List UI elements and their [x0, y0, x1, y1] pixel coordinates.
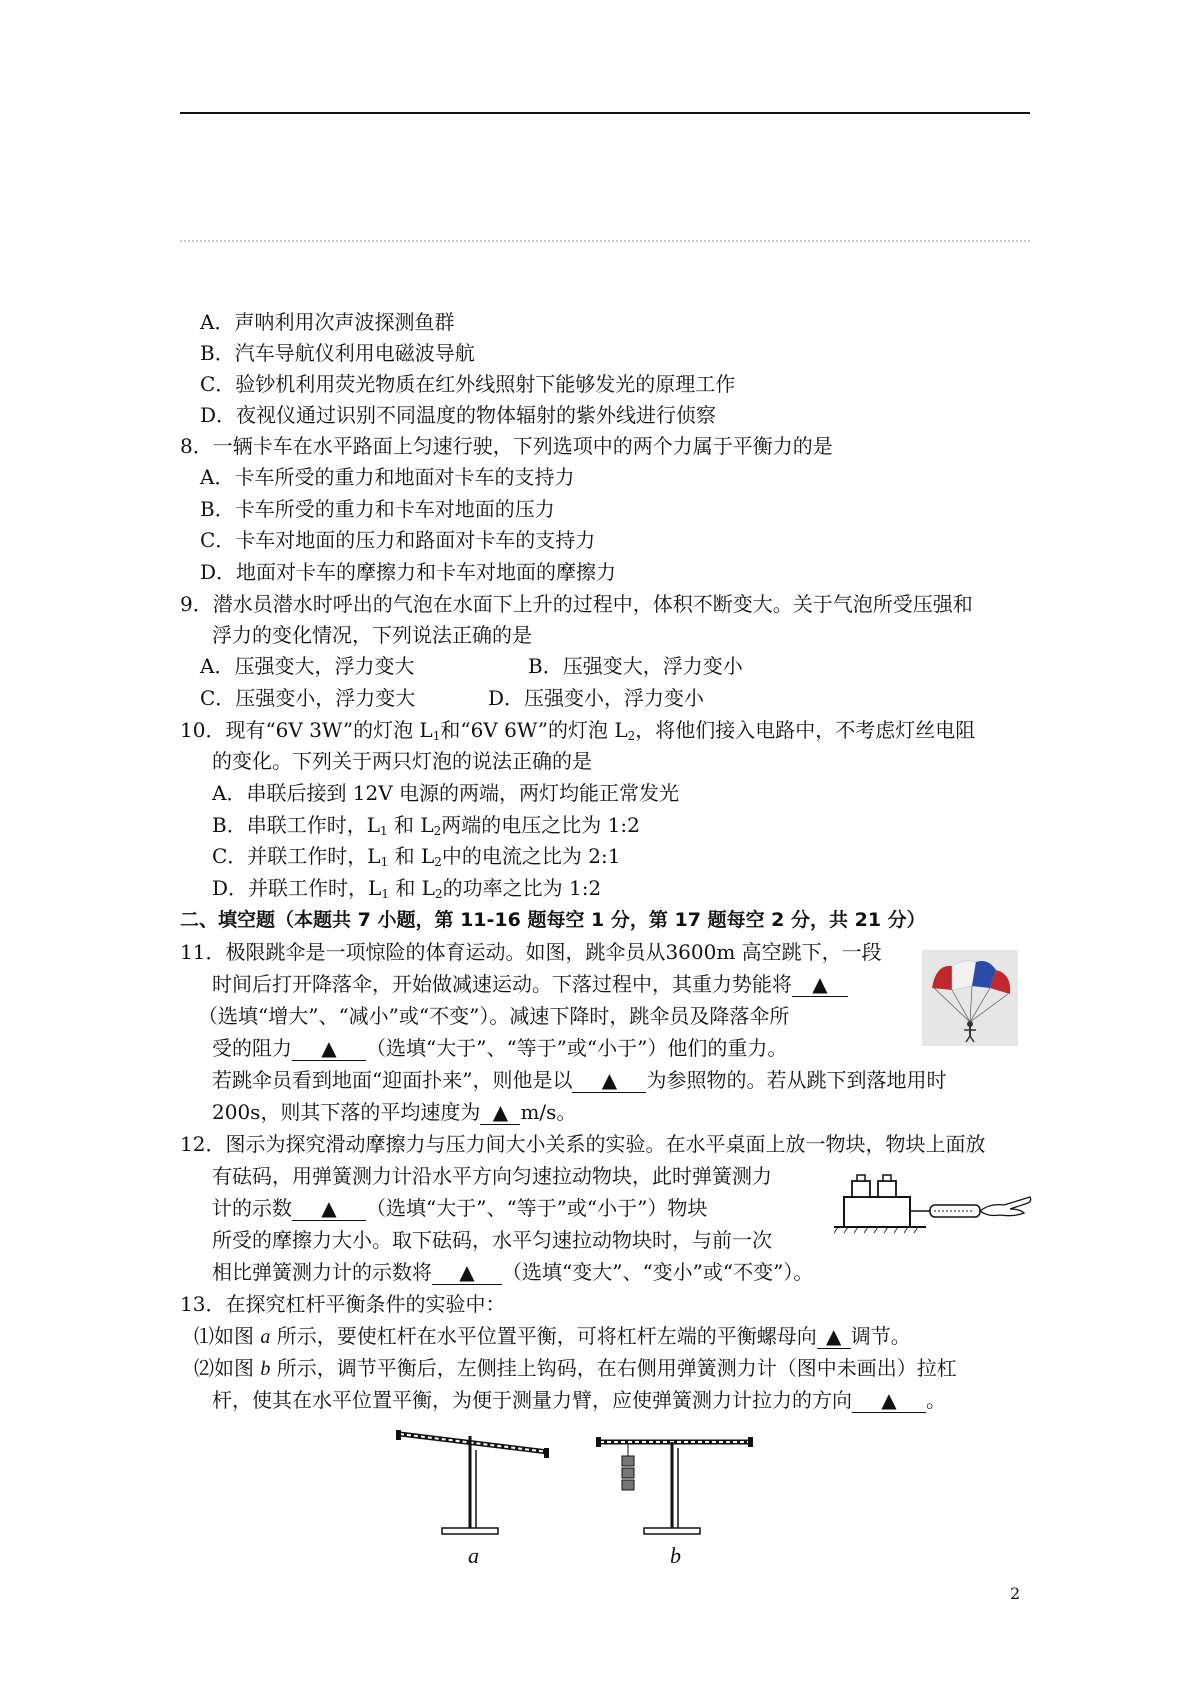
answer-blank[interactable]: ▲ — [572, 1068, 646, 1093]
q13-part2-cont: 杆，使其在水平位置平衡，为便于测量力臂，应使弹簧测力计拉力的方向 ▲ 。 — [212, 1388, 946, 1412]
q7-option-a: A．声呐利用次声波探测鱼群 — [200, 310, 455, 334]
q12-line1: 12．图示为探究滑动摩擦力与压力间大小关系的实验。在水平桌面上放一物块，物块上面放 — [180, 1132, 986, 1156]
q13-part1: ⑴如图 a 所示，要使杠杆在水平位置平衡，可将杠杆左端的平衡螺母向 ▲ 调节。 — [194, 1324, 911, 1348]
q13-part2: ⑵如图 b 所示，调节平衡后，左侧挂上钩码，在右侧用弹簧测力计（图中未画出）拉杠 — [194, 1356, 957, 1380]
q11-line1: 11．极限跳伞是一项惊险的体育运动。如图，跳伞员从3600m 高空跳下，一段 — [180, 940, 882, 964]
q10-stem-line2: 的变化。下列关于两只灯泡的说法正确的是 — [212, 749, 592, 773]
q10-stem-line1: 10．现有“6V 3W”的灯泡 $L_1$和“6V 6W”的灯泡 $L_2$，将他们接入电路中，不考虑灯丝电阻 — [180, 718, 976, 743]
lever-figure-a — [396, 1428, 556, 1540]
q8-option-b: B．卡车所受的重力和卡车对地面的压力 — [200, 497, 555, 521]
q9-stem-line2: 浮力的变化情况，下列说法正确的是 — [212, 623, 532, 647]
q9-stem-line1: 9．潜水员潜水时呼出的气泡在水面下上升的过程中，体积不断变大。关于气泡所受压强和 — [180, 592, 973, 616]
answer-blank[interactable]: ▲ — [432, 1260, 502, 1285]
q8-stem: 8．一辆卡车在水平路面上匀速行驶，下列选项中的两个力属于平衡力的是 — [180, 434, 833, 458]
answer-blank[interactable]: ▲ — [292, 1196, 366, 1221]
page-number: 2 — [1010, 1584, 1021, 1603]
answer-blank[interactable]: ▲ — [480, 1100, 520, 1125]
answer-blank[interactable]: ▲ — [852, 1388, 926, 1413]
q8-option-d: D．地面对卡车的摩擦力和卡车对地面的摩擦力 — [200, 560, 617, 584]
q8-option-c: C．卡车对地面的压力和路面对卡车的支持力 — [200, 528, 596, 552]
q8-option-a: A．卡车所受的重力和地面对卡车的支持力 — [200, 465, 575, 489]
q12-line5: 相比弹簧测力计的示数将 ▲ （选填“变大”、“变小”或“不变”）。 — [212, 1260, 814, 1284]
q13-line1: 13．在探究杠杆平衡条件的实验中： — [180, 1292, 506, 1316]
q10-option-b: B．串联工作时，$L_1$ 和 $L_2$两端的电压之比为 1:2 — [212, 813, 640, 838]
q12-line4: 所受的摩擦力大小。取下砝码，水平匀速拉动物块时，与前一次 — [212, 1228, 772, 1252]
q7-option-b: B．汽车导航仪利用电磁波导航 — [200, 341, 475, 365]
q12-line2: 有砝码，用弹簧测力计沿水平方向匀速拉动物块，此时弹簧测力 — [212, 1164, 772, 1188]
dotted-divider — [180, 240, 1030, 242]
q11-line4: 受的阻力 ▲ （选填“大于”、“等于”或“小于”）他们的重力。 — [212, 1036, 788, 1060]
q9-option-a: A．压强变大，浮力变大 — [200, 654, 415, 678]
q11-line3: （选填“增大”、“减小”或“不变”）。减速下降时，跳伞员及降落伞所 — [198, 1004, 790, 1028]
q12-line3: 计的示数 ▲ （选填“大于”、“等于”或“小于”）物块 — [212, 1196, 708, 1220]
q10-option-d: D．并联工作时，$L_1$ 和 $L_2$的功率之比为 1:2 — [212, 876, 602, 901]
figure-label-a: a — [468, 1543, 479, 1568]
section-title: 二、填空题（本题共 7 小题，第 11-16 题每空 1 分，第 17 题每空 2 分，共 21 分） — [180, 909, 926, 931]
parachute-figure — [922, 950, 1018, 1046]
q7-option-c: C．验钞机利用荧光物质在红外线照射下能够发光的原理工作 — [200, 372, 736, 396]
q9-option-c: C．压强变小，浮力变大 — [200, 686, 416, 710]
q11-line5: 若跳伞员看到地面“迎面扑来”，则他是以 ▲ 为参照物的。若从跳下到落地用时 — [212, 1068, 947, 1092]
q9-option-b: B．压强变大，浮力变小 — [528, 654, 743, 678]
q10-option-c: C．并联工作时，$L_1$ 和 $L_2$中的电流之比为 2:1 — [212, 844, 621, 869]
friction-experiment-figure — [834, 1145, 1034, 1235]
q10-option-a: A．串联后接到 12V 电源的两端，两灯均能正常发光 — [212, 781, 680, 805]
header-rule — [180, 112, 1030, 114]
answer-blank[interactable]: ▲ — [292, 1036, 366, 1061]
q7-option-d: D．夜视仪通过识别不同温度的物体辐射的紫外线进行侦察 — [200, 403, 717, 427]
q9-option-d: D．压强变小，浮力变小 — [488, 686, 705, 710]
answer-blank[interactable]: ▲ — [817, 1324, 851, 1349]
figure-label-b: b — [670, 1543, 681, 1568]
q11-line2: 时间后打开降落伞，开始做减速运动。下落过程中，其重力势能将 ▲ — [212, 972, 848, 997]
answer-blank[interactable]: ▲ — [792, 972, 848, 997]
lever-figure-b — [596, 1428, 756, 1540]
q11-line6: 200s，则其下落的平均速度为 ▲ m/s。 — [212, 1100, 577, 1124]
